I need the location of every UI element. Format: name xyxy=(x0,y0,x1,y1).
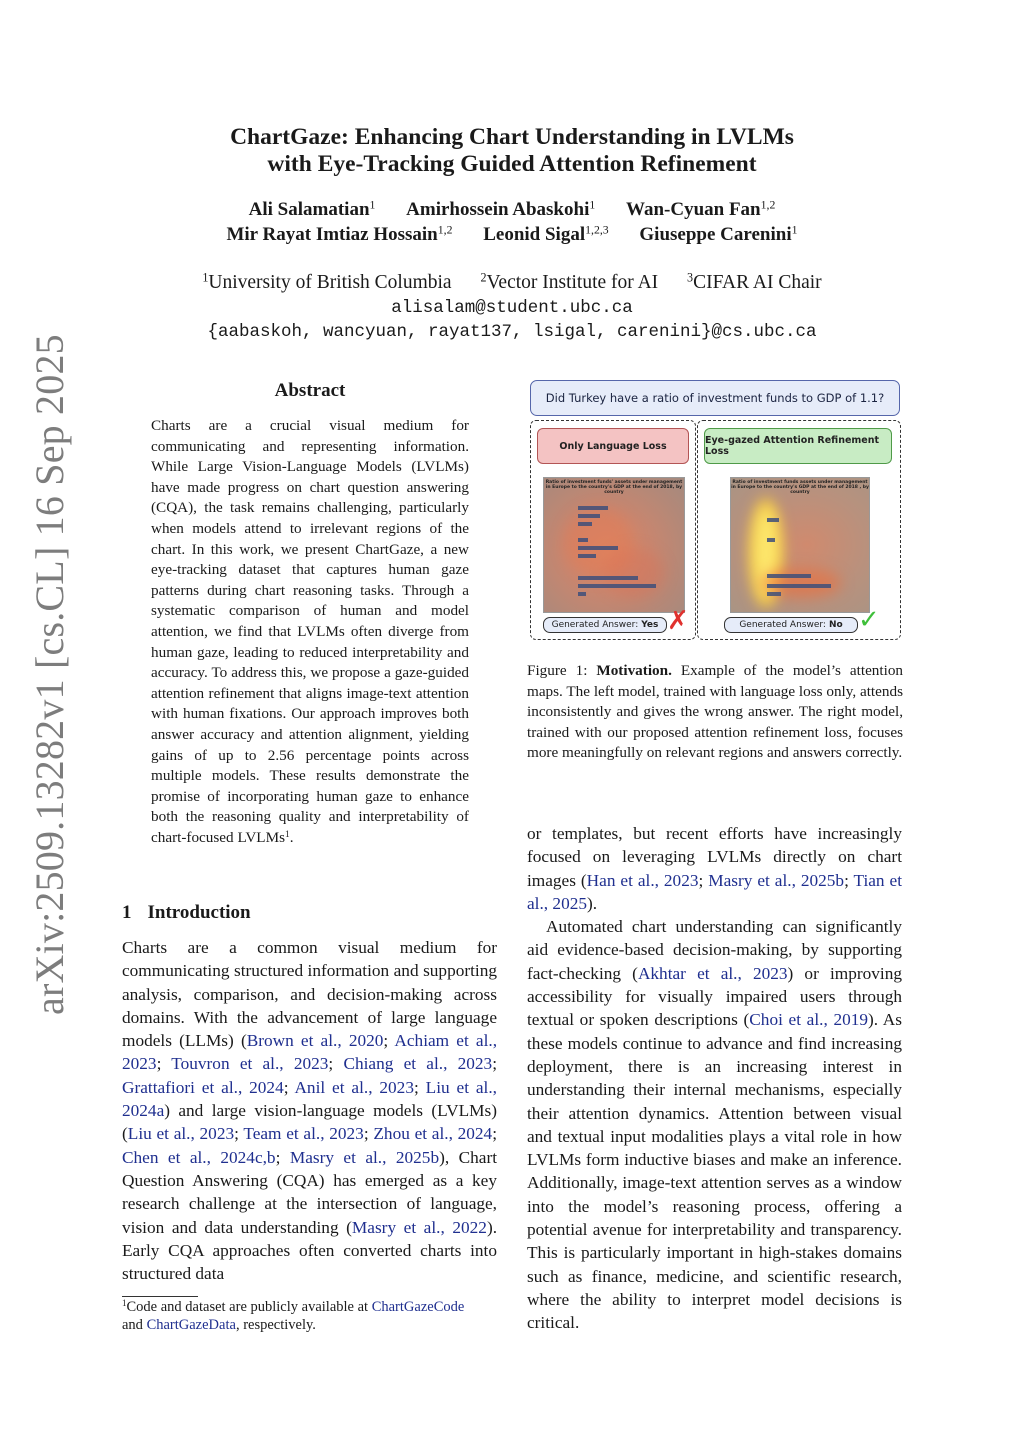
left-attention-heatmap xyxy=(543,477,685,613)
citation-link[interactable]: Han et al., 2023 xyxy=(586,870,699,890)
author-affil-mark: 1 xyxy=(369,198,376,212)
author-name: Amirhossein Abaskohi xyxy=(406,199,590,220)
author-name: Mir Rayat Imtiaz Hossain xyxy=(226,224,438,245)
affiliation xyxy=(687,272,822,293)
citation-link[interactable]: Masry et al., 2025b xyxy=(289,1147,440,1167)
author-affil-mark: 1,2,3 xyxy=(585,223,609,237)
separator: ; xyxy=(283,1077,295,1097)
chart-bar xyxy=(767,592,781,596)
body-text: Charts are a common visual medium for communicating structured information and supporting analysis, comparison, and decision-making across domains. With the advancement of large language models (LLMs) ( xyxy=(122,938,497,1051)
answer-prefix: Generated Answer: xyxy=(739,620,826,630)
footnote-ref[interactable]: 1 xyxy=(284,829,290,840)
left-panel xyxy=(530,420,696,640)
body-text: Automated chart understanding can significantly aid evidence-based decision-making, by supporting fact-checking ( xyxy=(527,917,902,983)
separator: ; xyxy=(328,1054,344,1074)
author xyxy=(639,224,797,245)
author xyxy=(249,199,376,220)
affil-name: Vector Institute for AI xyxy=(486,272,659,293)
separator: ; xyxy=(234,1124,244,1144)
question-box: Did Turkey have a ratio of investment funds to GDP of 1.1? xyxy=(530,380,900,416)
citation-link[interactable]: Masry et al., 2025b xyxy=(708,870,845,890)
separator: ; xyxy=(275,1147,290,1167)
separator: ; xyxy=(413,1077,426,1097)
citation-link[interactable]: Touvron et al., 2023 xyxy=(171,1054,329,1074)
footnote-text: Code and dataset are publicly available at xyxy=(126,1299,372,1315)
separator: ; xyxy=(363,1124,374,1144)
affiliation xyxy=(480,272,658,293)
citation-link[interactable]: Chen et al., 2024c,b xyxy=(122,1147,276,1167)
email-primary[interactable]: alisalam@student.ubc.ca xyxy=(391,298,633,318)
author xyxy=(483,224,608,245)
citation-link[interactable]: Team et al., 2023 xyxy=(243,1124,364,1144)
footnote xyxy=(122,1298,502,1334)
chart-bar xyxy=(578,584,656,588)
separator: ; xyxy=(492,1054,498,1074)
paper-title xyxy=(0,124,1024,178)
chart-bar xyxy=(578,514,600,518)
citation-link[interactable]: Masry et al., 2022 xyxy=(351,1217,487,1237)
citation-link[interactable]: Chiang et al., 2023 xyxy=(343,1054,493,1074)
section-heading xyxy=(122,902,251,924)
author-name: Wan-Cyuan Fan xyxy=(626,199,761,220)
author xyxy=(406,199,595,220)
author-name: Leonid Sigal xyxy=(483,224,586,245)
separator: ; xyxy=(698,870,709,890)
citation-link[interactable]: Tian et al., 2025 xyxy=(527,870,903,913)
abstract-heading: Abstract xyxy=(274,380,346,401)
footnote-text: and xyxy=(122,1317,147,1333)
author xyxy=(226,224,452,245)
footnote-rule xyxy=(122,1296,198,1297)
body-text: ) and large vision-language models (LVLMs) ( xyxy=(122,1101,497,1144)
right-panel xyxy=(697,420,901,640)
body-text: ), Chart Question Answering (CQA) has emerged as a key research challenge at the intersection of language, vision and data understanding ( xyxy=(122,1147,498,1237)
caption-label: Figure 1: xyxy=(527,662,588,679)
author-name: Giuseppe Carenini xyxy=(639,224,792,245)
chart-bar xyxy=(767,538,775,542)
separator: ; xyxy=(492,1124,498,1144)
paragraph xyxy=(527,915,902,1334)
check-mark-icon: ✓ xyxy=(858,605,880,635)
section-number: 1 xyxy=(122,902,132,923)
author-affil-mark: 1,2 xyxy=(437,223,453,237)
affil-name: University of British Columbia xyxy=(208,272,452,293)
code-link[interactable]: ChartGazeCode xyxy=(371,1299,465,1315)
title-line-2: with Eye-Tracking Guided Attention Refinement xyxy=(267,151,757,177)
right-attention-heatmap xyxy=(730,477,870,613)
chart-bar xyxy=(767,574,811,578)
intro-left-column xyxy=(122,936,497,1285)
citation-link[interactable]: Choi et al., 2019 xyxy=(749,1010,869,1030)
chart-bar xyxy=(578,522,592,526)
right-answer-pill xyxy=(724,617,858,633)
chart-bar xyxy=(578,554,596,558)
abstract-body: Charts are a crucial visual medium for communicating and representing information. While Large Vision-Language Models (LVLMs) have made progress on chart question answering (CQA), the task remains challenging, particularly when models attend to irrelevant regions of the chart. In this work, we present ChartGaze, a new eye-tracking dataset that captures human gaze patterns during chart reasoning tasks. Through a systematic comparison of human and model attention, we find that LVLMs often diverge from human gaze, leading to reduced interpretability and accuracy. To address this, we propose a gaze-guided attention refinement that aligns image-text attention with human fixations. Our approach improves both answer accuracy and attention alignment, yielding gains of up to 2.56 percentage points across multiple models. These results demonstrate the promise of incorporating human gaze to enhance both the reasoning quality and interpretability of chart-focused LVLMs$^1$. xyxy=(151,417,469,846)
chart-bar xyxy=(578,592,586,596)
abstract-text: Charts are a crucial visual medium for communicating and representing information. While Large Vision-Language Models (LVLMs) have made progress on chart question answering (CQA), the task remains challenging, particularly when models attend to irrelevant regions of the chart. In this work, we present ChartGaze, a new eye-tracking dataset that captures human gaze patterns during chart reasoning tasks. Through a systematic comparison of human and model attention, we find that LVLMs often diverge from human gaze, leading to reduced interpretability and accuracy. To address this, we propose a gaze-guided attention refinement that aligns image-text attention with human fixations. Our approach improves both answer accuracy and attention alignment, yielding gains of up to 2.56 percentage points across multiple models. These results demonstrate the promise of incorporating human gaze to enhance both the reasoning quality and interpretability of chart-focused LVLMs xyxy=(151,417,469,846)
affil-mark: 3 xyxy=(687,270,694,285)
chart-bar xyxy=(578,538,588,542)
answer-value: No xyxy=(828,620,843,630)
authors-row-1 xyxy=(0,199,1024,221)
chart-bar xyxy=(578,506,608,510)
section-title: Introduction xyxy=(147,902,251,923)
separator: ; xyxy=(156,1054,172,1074)
title-line-1: ChartGaze: Enhancing Chart Understanding in LVLMs xyxy=(230,124,794,150)
answer-prefix: Generated Answer: xyxy=(551,620,639,630)
arxiv-stamp: arXiv:2509.13282v1 [cs.CL] 16 Sep 2025 xyxy=(27,334,72,1015)
paragraph xyxy=(527,822,902,915)
caption-text: Example of the model’s attention maps. The left model, trained with language loss only, attends inconsistently and gives the wrong answer. The right model, trained with our proposed attention refinement loss, focuses more meaningfully on relevant regions and answers correctly. xyxy=(527,662,904,762)
intro-right-column xyxy=(527,822,902,1335)
affiliation xyxy=(202,272,451,293)
body-text: ). As these models continue to advance and find increasing deployment, there is an increasing interest in understanding their internal mechanisms, especially their attention dynamics. Attention between visual and textual input modalities plays a vital role in how LVLMs form inductive biases and make an inference. Additionally, image-text attention serves as a window into the model’s reasoning process, offering a potential avenue for interpretability and transparency. This is particularly important in high-stakes domains such as finance, medicine, and scientific research, where the ability to interpret model decisions is critical. xyxy=(527,1010,902,1333)
citation-link[interactable]: Brown et al., 2020 xyxy=(246,1031,384,1051)
author xyxy=(626,199,775,220)
affil-mark: 2 xyxy=(480,270,487,285)
chart-bar xyxy=(578,546,618,550)
wrong-mark-icon: ✗ xyxy=(667,606,689,636)
citation-link[interactable]: Zhou et al., 2024 xyxy=(373,1124,493,1144)
body-text: ) or improving accessibility for visually impaired users through textual or spoken descriptions ( xyxy=(527,963,902,1030)
heatmap-title: Ratio of investment funds' assets under management in Europe to the country's GDP at the end of 2018, by country xyxy=(545,480,683,495)
citation-link[interactable]: Grattafiori et al., 2024 xyxy=(122,1077,284,1097)
author-affil-mark: 1,2 xyxy=(760,198,776,212)
email-group[interactable]: {aabaskoh, wancyuan, rayat137, lsigal, carenini}@cs.ubc.ca xyxy=(207,322,817,342)
caption-bold: Motivation. xyxy=(596,662,672,679)
body-text: ). xyxy=(587,893,598,913)
separator: ; xyxy=(383,1031,395,1051)
footnote-mark: 1 xyxy=(122,1298,127,1309)
answer-value: Yes xyxy=(641,620,659,630)
author-affil-mark: 1 xyxy=(791,223,798,237)
authors-row-2 xyxy=(0,224,1024,246)
affil-mark: 1 xyxy=(202,270,209,285)
citation-link[interactable]: Achiam et al., 2023 xyxy=(122,1031,498,1074)
figure-caption xyxy=(527,661,903,764)
right-method-label: Eye-gazed Attention Refinement Loss xyxy=(704,428,892,464)
body-text: ). Early CQA approaches often converted charts into structured data xyxy=(122,1217,498,1284)
left-method-label: Only Language Loss xyxy=(537,428,689,464)
chart-bar xyxy=(767,518,779,522)
author-name: Ali Salamatian xyxy=(248,199,370,220)
chart-bar xyxy=(578,576,638,580)
left-answer-pill xyxy=(543,617,667,633)
footnote-text: , respectively. xyxy=(235,1317,316,1333)
citation-link[interactable]: Akhtar et al., 2023 xyxy=(637,963,788,983)
affiliations xyxy=(0,272,1024,294)
attention-blob xyxy=(604,548,664,598)
figure-1 xyxy=(527,380,905,642)
citation-link[interactable]: Anil et al., 2023 xyxy=(294,1077,414,1097)
body-text: or templates, but recent efforts have increasingly focused on leveraging LVLMs directly on chart images ( xyxy=(527,824,902,890)
data-link[interactable]: ChartGazeData xyxy=(146,1317,236,1333)
citation-link[interactable]: Liu et al., 2024a xyxy=(122,1077,497,1121)
heatmap-title: Ratio of investment funds assets under management in Europe to the country's GDP at the end of 2018 , by country xyxy=(731,480,869,495)
chart-bar xyxy=(767,584,831,588)
affil-name: CIFAR AI Chair xyxy=(693,272,822,293)
author-affil-mark: 1 xyxy=(589,198,596,212)
citation-link[interactable]: Liu et al., 2023 xyxy=(127,1124,235,1144)
separator: ; xyxy=(844,870,854,890)
